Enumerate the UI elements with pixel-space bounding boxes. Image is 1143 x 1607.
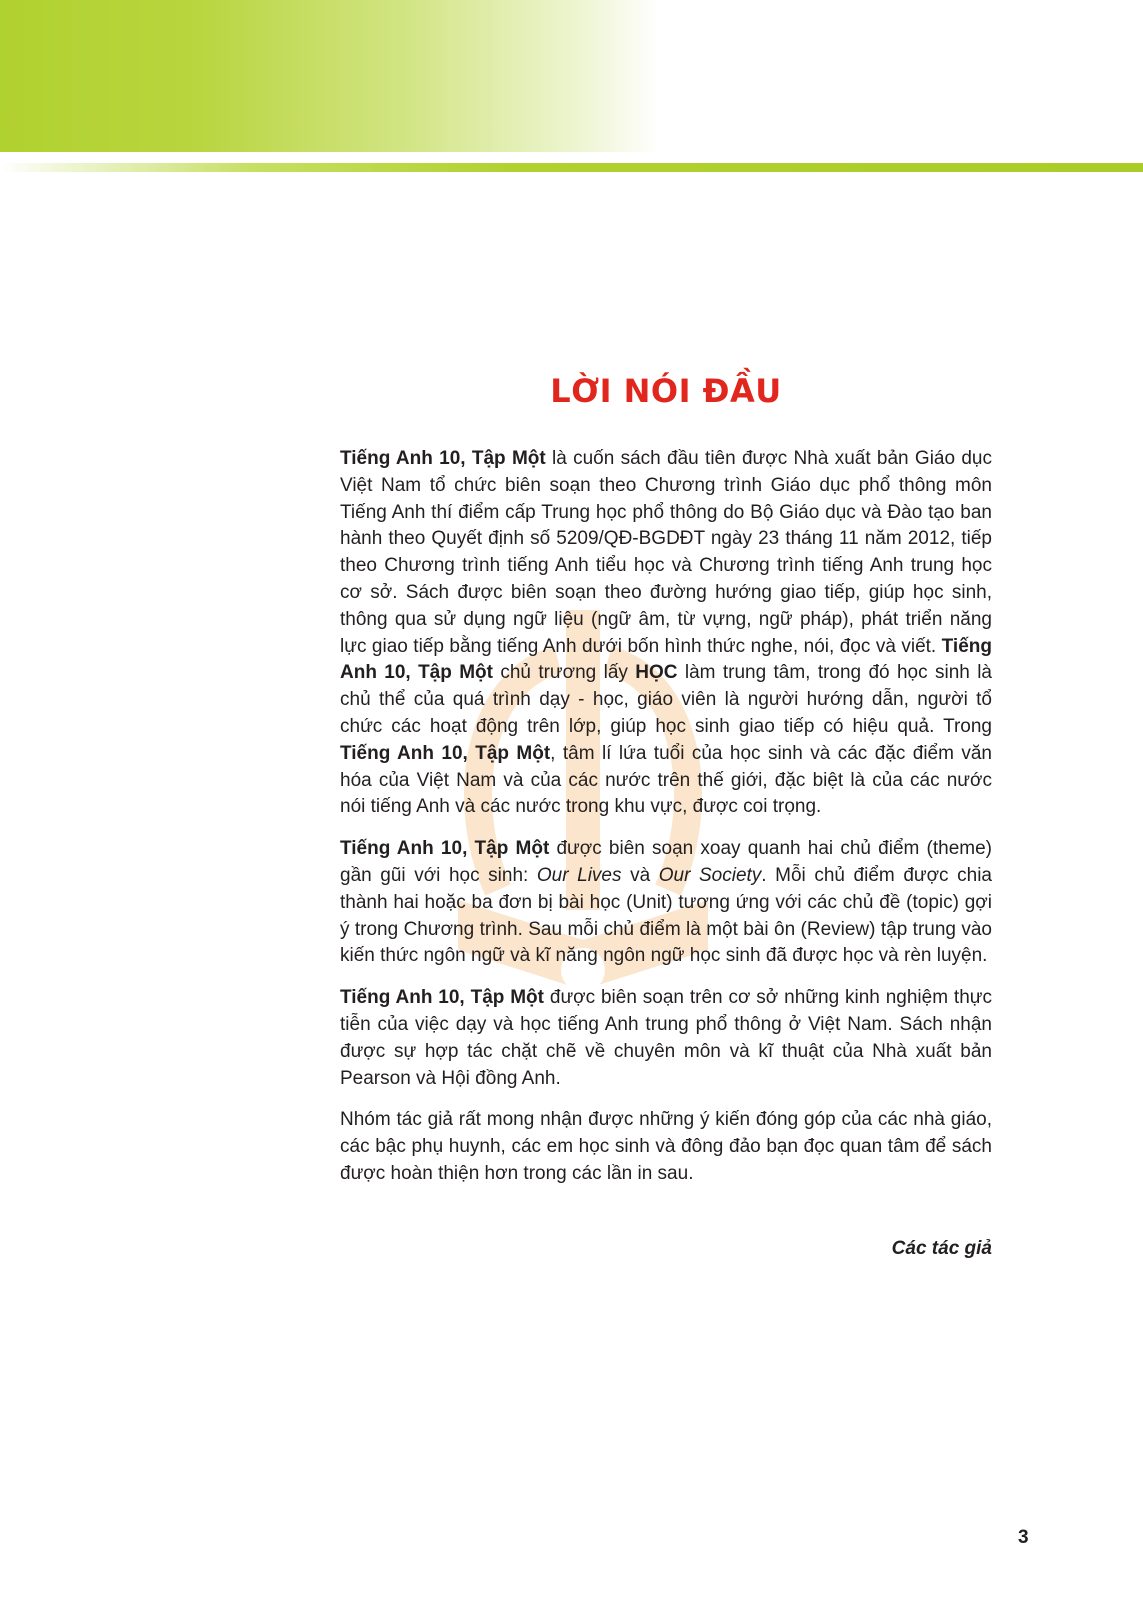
book-title-text: Tiếng Anh 10, Tập Một — [340, 987, 544, 1009]
paragraph-text: , tâm lí lứa tuổi của học sinh và các đặc điểm văn hóa của Việt Nam và của các nước trên thế giới, đặc biệt là của các nước nói tiếng Anh và các nước trong khu vực, được coi trọng. — [340, 742, 992, 818]
book-title-text: Tiếng Anh 10, Tập Một — [340, 838, 550, 860]
top-banner — [0, 0, 660, 152]
top-rule — [0, 163, 1143, 172]
paragraph-text: được biên soạn trên cơ sở những kinh nghiệm thực tiễn của việc dạy và học tiếng Anh trung phổ thông ở Việt Nam. Sách nhận được sự hợp tác chặt chẽ về chuyên môn và kĩ thuật của Nhà xuất bản Pearson và Hội đồng Anh. — [340, 987, 992, 1089]
theme-name-text: Our Society — [658, 864, 762, 886]
preface-paragraph — [340, 446, 992, 821]
paragraph-text: . Mỗi chủ điểm được chia thành hai hoặc ba đơn bị bài học (Unit) tương ứng với các chủ đề (topic) gợi ý trong Chương trình. Sau mỗi chủ điểm là một bài ôn (Review) tập trung vào kiến thức ngôn ngữ và kĩ năng ngôn ngữ học sinh đã được học và rèn luyện. — [340, 864, 992, 967]
preface-body — [340, 446, 992, 1203]
paragraph-text: là cuốn sách đầu tiên được Nhà xuất bản Giáo dục Việt Nam tổ chức biên soạn theo Chương trình Giáo dục phổ thông môn Tiếng Anh thí điểm cấp Trung học phổ thông do Bộ Giáo dục và Đào tạo ban hành theo Quyết định số 5209/QĐ-BGDĐT ngày 23 tháng 11 năm 2012, tiếp theo Chương trình tiếng Anh tiểu học và Chương trình tiếng Anh trung học cơ sở. Sách được biên soạn theo đường hướng giao tiếp, giúp học sinh, thông qua sử dụng ngữ liệu (ngữ âm, từ vựng, ngữ pháp), phát triển năng lực giao tiếp bằng tiếng Anh dưới bốn hình thức nghe, nói, đọc và viết. — [340, 448, 992, 657]
page-title: LỜI NÓI ĐẦU — [550, 372, 782, 410]
preface-paragraph — [340, 1107, 992, 1187]
book-title-text: Tiếng Anh 10, Tập Một — [340, 742, 551, 764]
paragraph-text: làm trung tâm, trong đó học sinh là chủ thể của quá trình dạy - học, giáo viên là người hướng dẫn, người tổ chức các hoạt động trên lớp, giúp học sinh giao tiếp có hiệu quả. Trong — [340, 662, 992, 737]
paragraph-text: và — [621, 864, 659, 886]
book-title-text: Tiếng Anh 10, Tập Một — [340, 448, 546, 469]
preface-paragraph — [340, 836, 992, 970]
theme-name-text: Our Lives — [536, 864, 622, 886]
page-number: 3 — [1018, 1527, 1029, 1548]
book-title-text: Tiếng Anh 10, Tập Một — [340, 635, 992, 684]
paragraph-text: Nhóm tác giả rất mong nhận được những ý kiến đóng góp của các nhà giáo, các bậc phụ huynh, các em học sinh và đông đảo bạn đọc quan tâm để sách được hoàn thiện hơn trong các lần in sau. — [340, 1109, 992, 1184]
signature: Các tác giả — [891, 1238, 992, 1259]
paragraph-text: được biên soạn xoay quanh hai chủ điểm (theme) gần gũi với học sinh: — [340, 838, 992, 886]
preface-paragraph — [340, 985, 992, 1092]
emphasis-text: HỌC — [635, 662, 678, 684]
paragraph-text: chủ trương lấy — [492, 662, 636, 684]
